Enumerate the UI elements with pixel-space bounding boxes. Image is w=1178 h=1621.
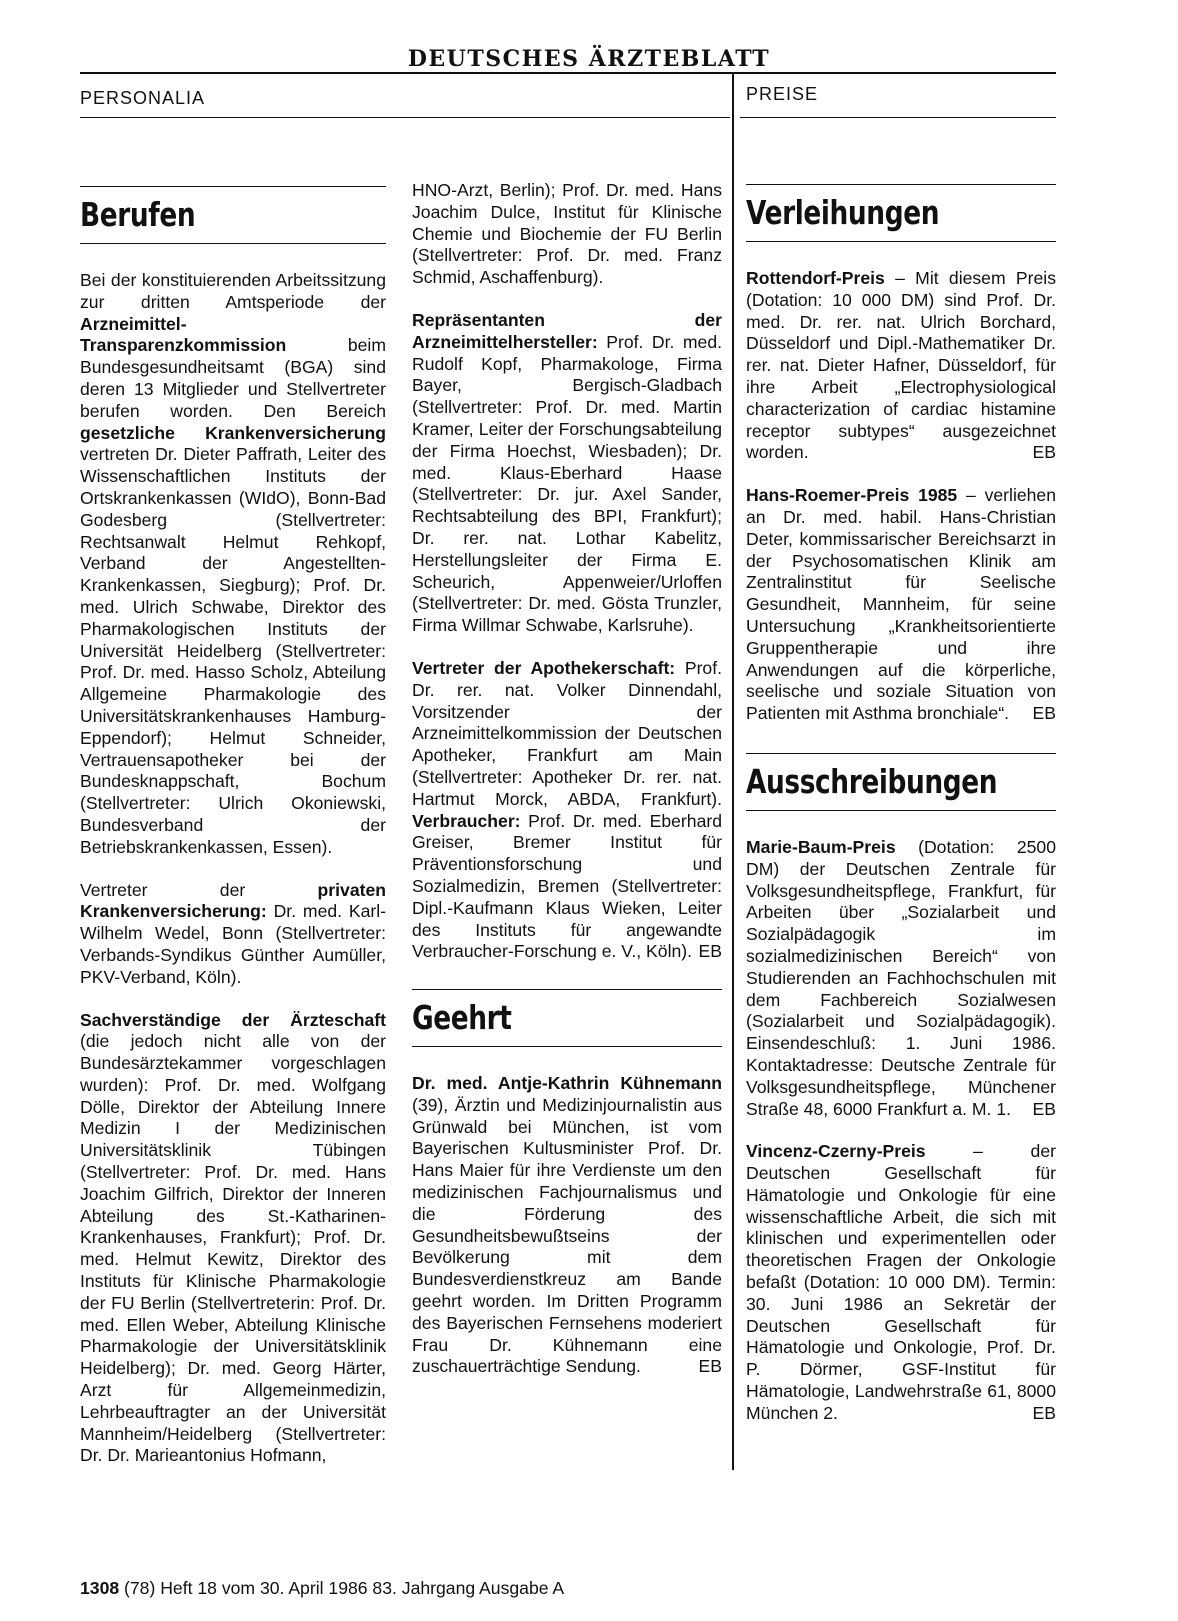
bold-term: Hans-Roemer-Preis 1985 xyxy=(746,485,958,506)
text: vertreten Dr. Dieter Paffrath, Leiter des Wissenschaftlichen Instituts der Ortskrankenkassen (WIdO), Bonn-Bad Godesberg (Stellvertreter: Rechtsanwalt Helmut Rehkopf, Verband der Angestellten-Krankenkassen, Siegburg); Prof. Dr. med. Ulrich Schwabe, Direktor des Pharmakologischen Instituts der Universität Heidelberg (Stellvertreter: Prof. Dr. med. Hasso Scholz, Abteilung Allgemeine Pharmakologie des Universitätskrankenhauses Hamburg-Eppendorf); Helmut Schneider, Vertrauensapotheker bei der Bundesknappschaft, Bochum (Stellvertreter: Ulrich Okoniewski, Bundesverband der Betriebskrankenkassen, Essen). xyxy=(80,444,386,857)
bold-term: Repräsentanten der Arzneimittelhersteller: xyxy=(412,309,722,352)
text: Prof. Dr. med. Rudolf Kopf, Pharmakologe, Firma Bayer, Bergisch-Gladbach (Stellvertreter: Prof. Dr. med. Martin Kramer, Leiter der Forschungsabteilung der Firma Hoechst, Wiesbaden); Dr. med. Klaus-Eberhard Haase (Stellvertreter: Dr. jur. Axel Sander, Rechtsabteilung des BPI, Frankfurt); Dr. rer. nat. Lothar Kabelitz, Herstellungsleiter der Firma E. Scheurich, Appenweier/Urloffen (Stellvertreter: Dr. med. Gösta Trunzler, Firma Willmar Schwabe, Karlsruhe). xyxy=(412,331,722,636)
heading-box-geehrt xyxy=(412,989,722,1047)
section-label-personalia: PERSONALIA xyxy=(80,88,206,108)
paragraph-hans-roemer-preis xyxy=(746,485,1056,725)
masthead-rule xyxy=(80,72,1056,74)
text: Prof. Dr. med. Eberhard Greiser, Bremer Institut für Präventionsforschung und Sozialmedizin, Bremen (Stellvertreter: Dipl.-Kaufmann Klaus Wieken, Leiter des Instituts für angewandte Verbraucher-Forschung e. V., Köln). xyxy=(412,810,722,962)
text: Dr. med. Karl-Wilhelm Wedel, Bonn (Stellvertreter: Verbands-Syndikus Günther Aumüller, PKV-Verband, Köln). xyxy=(80,901,386,987)
text: Bei der konstituierenden Arbeitssitzung zur dritten Amtsperiode der xyxy=(80,270,386,312)
text: (39), Ärztin und Medizinjournalistin aus Grünwald bei München, ist vom Bayerischen Kultusminister Prof. Dr. Hans Maier für ihre Verdienste um den medizinischen Fachjournalismus und die Förderung des Gesundheitsbewußtseins der Bevölkerung mit dem Bundesverdienstkreuz am Bande geehrt worden. Im Dritten Programm des Bayerischen Fernsehens moderiert Frau Dr. Kühnemann eine zuschauerträchtige Sendung. xyxy=(412,1094,722,1377)
bold-term: Vincenz-Czerny-Preis xyxy=(746,1141,926,1162)
paragraph-sachverstaendige xyxy=(80,1010,386,1468)
issue-info: (78) Heft 18 vom 30. April 1986 83. Jahrgang Ausgabe A xyxy=(124,1578,565,1598)
author-signature: EB xyxy=(1032,1402,1056,1423)
bold-term: Arzneimittel-Transparenzkommission xyxy=(80,313,287,356)
text: – verliehen an Dr. med. habil. Hans-Christian Deter, kommissarischer Bereichsarzt in der Psychosomatischen Klinik am Zentralinstitut für Seelische Gesundheit, Mannheim, für seine Untersuchung „Krankheitsorientierte Gruppentherapie und ihre Anwendungen auf die körperliche, seelische und soziale Situation von Patienten mit Asthma bronchiale“. xyxy=(746,485,1056,724)
author-signature: EB xyxy=(1032,703,1056,724)
heading-box-berufen xyxy=(80,186,386,244)
paragraph-marie-baum-preis xyxy=(746,837,1056,1120)
text: beim Bundesgesundheitsamt (BGA) sind deren 13 Mitglieder und Stellvertreter berufen worden. Den Bereich xyxy=(80,335,386,421)
paragraph-arzneimittelhersteller xyxy=(412,310,722,637)
heading-berufen: Berufen xyxy=(80,195,196,234)
page-number: 1308 xyxy=(80,1578,120,1598)
masthead: DEUTSCHES ÄRZTEBLATT xyxy=(407,46,771,72)
column-2 xyxy=(412,180,722,1399)
page-footer xyxy=(80,1578,564,1599)
bold-term: Sachverständige der Ärzteschaft xyxy=(80,1009,386,1030)
paragraph-vincenz-czerny-preis xyxy=(746,1141,1056,1424)
heading-geehrt: Geehrt xyxy=(412,998,512,1038)
heading-box-ausschreibungen xyxy=(746,753,1056,811)
section-rule-left xyxy=(80,117,730,118)
bold-term: Dr. med. Antje-Kathrin Kühnemann xyxy=(412,1073,722,1094)
text: – der Deutschen Gesellschaft für Hämatologie und Onkologie für eine wissenschaftliche Arbeit, die sich mit klinischen und experimentellen oder theoretischen Fragen der Onkologie befaßt (Dotation: 10 000 DM). Termin: 30. Juni 1986 an Sekretär der Deutschen Gesellschaft für Hämatologie und Onkologie, Prof. Dr. P. Dörmer, GSF-Institut für Hämatologie, Landwehrstraße 61, 8000 München 2. xyxy=(746,1141,1056,1423)
author-signature: EB xyxy=(1032,1098,1056,1119)
section-label-preise: PREISE xyxy=(746,84,819,104)
heading-ausschreibungen: Ausschreibungen xyxy=(746,761,998,801)
column-1 xyxy=(80,186,386,1488)
paragraph-arzneimittel-kommission xyxy=(80,270,386,859)
text: (die jedoch nicht alle von der Bundesärztekammer vorgeschlagen wurden): Prof. Dr. med. Wolfgang Dölle, Direktor der Abteilung Innere Medizin I der Medizinischen Universitätsklinik Tübingen (Stellvertreter: Prof. Dr. med. Hans Joachim Gilfrich, Direktor der Inneren Abteilung des St.-Katharinen-Krankenhauses, Frankfurt); Prof. Dr. med. Helmut Kewitz, Direktor des Instituts für Klinische Pharmakologie der FU Berlin (Stellvertreterin: Prof. Dr. med. Ellen Weber, Abteilung Klinische Pharmakologie der Universitätsklinik Heidelberg); Dr. med. Georg Härter, Arzt für Allgemeinmedizin, Lehrbeauftragter an der Universität Mannheim/Heidelberg (Stellvertreter: Dr. Dr. Marieantonius Hofmann, xyxy=(80,1031,386,1466)
bold-term: privaten Krankenversicherung: xyxy=(80,879,386,922)
column-divider xyxy=(732,72,734,1470)
author-signature: EB xyxy=(698,1356,722,1377)
bold-term: Vertreter der Apothekerschaft: xyxy=(412,657,676,678)
author-signature: EB xyxy=(1032,442,1056,463)
paragraph-private-krankenversicherung xyxy=(80,880,386,989)
text: Prof. Dr. rer. nat. Volker Dinnendahl, Vorsitzender der Arzneimittelkommission der Deutschen Apotheker, Frankfurt am Main (Stellvertreter: Apotheker Dr. rer. nat. Hartmut Morck, ABDA, Frankfurt). xyxy=(412,657,722,809)
bold-term: gesetzliche Krankenversicherung xyxy=(80,422,386,443)
paragraph-continuation: HNO-Arzt, Berlin); Prof. Dr. med. Hans Joachim Dulce, Institut für Klinische Chemie und Biochemie der FU Berlin (Stellvertreter: Prof. Dr. med. Franz Schmid, Aschaffenburg). xyxy=(412,180,722,288)
text: (Dotation: 2500 DM) der Deutschen Zentrale für Volksgesundheitspflege, Frankfurt, für Arbeiten über „Sozialarbeit und Sozialpädagogik im sozialmedizinischen Bereich“ von Studierenden an Fachhochschulen mit dem Fachbereich Sozialwesen (Sozialarbeit und Sozialpädagogik). Einsendeschluß: 1. Juni 1986. Kontaktadresse: Deutsche Zentrale für Volksgesundheitspflege, Münchener Straße 48, 6000 Frankfurt a. M. 1. xyxy=(746,836,1056,1119)
bold-term: Marie-Baum-Preis xyxy=(746,836,896,857)
bold-term: Verbraucher: xyxy=(412,810,521,831)
text: Vertreter der xyxy=(80,879,318,900)
column-3 xyxy=(746,184,1056,1446)
text: – Mit diesem Preis (Dotation: 10 000 DM) sind Prof. Dr. med. Dr. rer. nat. Ulrich Borchard, Düsseldorf und Dipl.-Mathematiker Dr. rer. nat. Dieter Hafner, Düsseldorf, für ihre Arbeit „Electrophysiological characterization of cardiac histamine receptor subtypes“ ausgezeichnet worden. xyxy=(746,268,1056,463)
paragraph-apothekerschaft xyxy=(412,658,722,963)
paragraph-rottendorf-preis xyxy=(746,268,1056,464)
heading-box-verleihungen xyxy=(746,184,1056,242)
paragraph-kuehnemann xyxy=(412,1073,722,1378)
section-rule-right xyxy=(740,117,1056,118)
heading-verleihungen: Verleihungen xyxy=(746,193,940,232)
bold-term: Rottendorf-Preis xyxy=(746,268,885,288)
author-signature: EB xyxy=(698,941,722,962)
